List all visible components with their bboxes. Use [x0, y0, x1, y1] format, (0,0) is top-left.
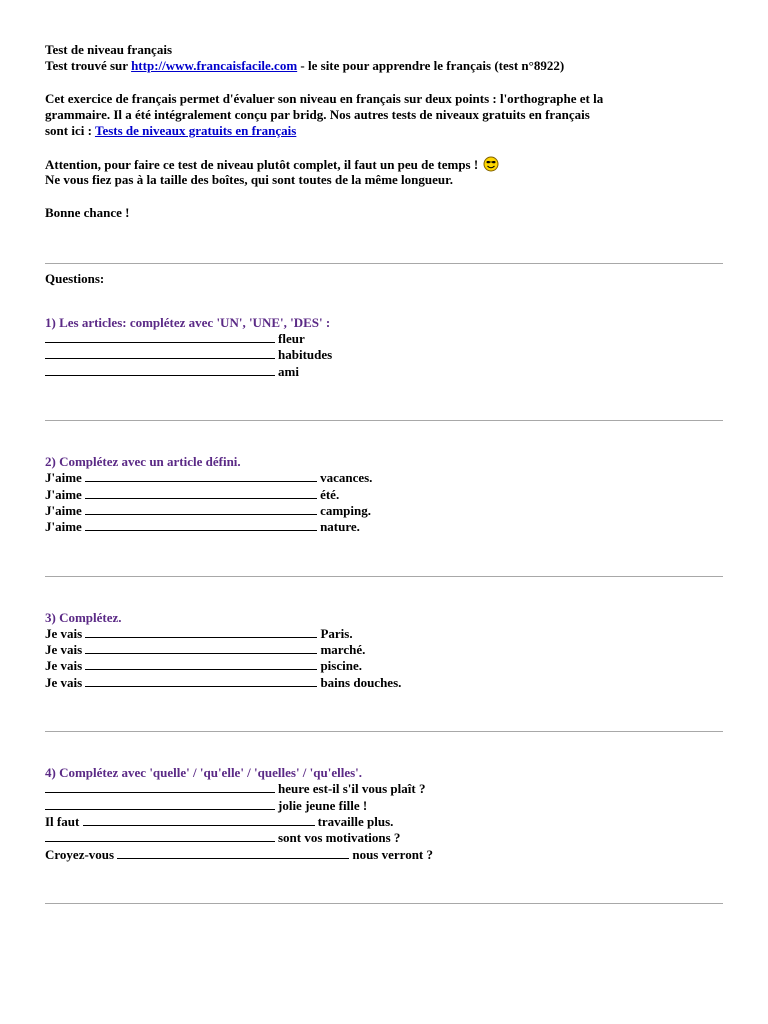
- intro-line-1: Cet exercice de français permet d'évaluer son niveau en français sur deux points : l'orthographe et la: [45, 90, 604, 106]
- answer-blank[interactable]: [45, 364, 275, 376]
- answer-blank[interactable]: [85, 470, 317, 482]
- question-item: [45, 847, 723, 863]
- item-suffix: vacances.: [320, 470, 373, 486]
- question-item: [45, 487, 723, 503]
- item-suffix: marché.: [320, 642, 366, 658]
- item-suffix: travaille plus.: [317, 813, 394, 829]
- answer-blank[interactable]: [45, 347, 275, 359]
- item-suffix: sont vos motivations ?: [278, 830, 401, 846]
- question-item: [45, 347, 723, 363]
- answer-blank[interactable]: [117, 847, 349, 859]
- source-line: [45, 58, 723, 74]
- item-suffix: jolie jeune fille !: [278, 797, 368, 813]
- intro-line-3-prefix: sont ici :: [45, 123, 92, 139]
- question-heading: 4) Complétez avec 'quelle' / 'qu'elle' / 'quelles' / 'qu'elles'.: [45, 765, 363, 781]
- question-item: [45, 781, 723, 797]
- questions-container: [45, 287, 723, 904]
- item-suffix: bains douches.: [320, 674, 402, 690]
- source-suffix: - le site pour apprendre le français (test n°8922): [300, 58, 565, 74]
- attention-line-2: Ne vous fiez pas à la taille des boîtes, qui sont toutes de la même longueur.: [45, 172, 453, 188]
- answer-blank[interactable]: [85, 642, 317, 654]
- item-suffix: habitudes: [278, 347, 333, 363]
- answer-blank[interactable]: [45, 830, 275, 842]
- item-suffix: piscine.: [320, 658, 362, 674]
- question-item: [45, 658, 723, 674]
- question-item: [45, 364, 723, 380]
- question-item: [45, 470, 723, 486]
- item-prefix: Je vais: [45, 625, 83, 641]
- item-prefix: J'aime: [45, 470, 82, 486]
- question-heading: 1) Les articles: complétez avec 'UN', 'UNE', 'DES' :: [45, 314, 331, 330]
- site-link[interactable]: http://www.francaisfacile.com: [131, 58, 298, 74]
- answer-blank[interactable]: [85, 487, 317, 499]
- item-prefix: Je vais: [45, 658, 83, 674]
- good-luck: Bonne chance !: [45, 204, 130, 220]
- question-heading: 2) Complétez avec un article défini.: [45, 454, 241, 470]
- item-suffix: été.: [320, 486, 340, 502]
- item-suffix: camping.: [320, 502, 371, 518]
- smiley-icon: [483, 156, 499, 176]
- answer-blank[interactable]: [85, 626, 317, 638]
- question-heading: 3) Complétez.: [45, 609, 122, 625]
- item-prefix: J'aime: [45, 486, 82, 502]
- separator: [45, 903, 723, 904]
- question-item: [45, 798, 723, 814]
- document-title: Test de niveau français: [45, 42, 172, 57]
- answer-blank[interactable]: [85, 658, 317, 670]
- question-item: [45, 503, 723, 519]
- item-prefix: Il faut: [45, 813, 80, 829]
- item-suffix: ami: [278, 363, 299, 379]
- source-prefix: Test trouvé sur: [45, 58, 128, 74]
- intro-line-3: [45, 123, 723, 139]
- tests-link[interactable]: Tests de niveaux gratuits en français: [94, 123, 297, 139]
- intro-line-2: grammaire. Il a été intégralement conçu par bridg. Nos autres tests de niveaux gratuits en français: [45, 107, 590, 123]
- question-item: [45, 675, 723, 691]
- question-item: [45, 519, 723, 535]
- answer-blank[interactable]: [83, 814, 315, 826]
- answer-blank[interactable]: [45, 781, 275, 793]
- answer-blank[interactable]: [45, 331, 275, 343]
- answer-blank[interactable]: [85, 519, 317, 531]
- item-prefix: J'aime: [45, 519, 82, 535]
- item-prefix: Je vais: [45, 642, 83, 658]
- answer-blank[interactable]: [85, 503, 317, 515]
- question-item: [45, 642, 723, 658]
- item-prefix: Croyez-vous: [45, 846, 115, 862]
- question-item: [45, 626, 723, 642]
- item-suffix: fleur: [278, 331, 305, 347]
- item-prefix: Je vais: [45, 674, 83, 690]
- item-suffix: Paris.: [320, 625, 353, 641]
- item-suffix: nous verront ?: [352, 846, 433, 862]
- answer-blank[interactable]: [85, 675, 317, 687]
- document-page: [45, 42, 723, 904]
- question-item: [45, 331, 723, 347]
- item-suffix: nature.: [320, 519, 360, 535]
- item-prefix: J'aime: [45, 502, 82, 518]
- question-item: [45, 814, 723, 830]
- question-item: [45, 830, 723, 846]
- answer-blank[interactable]: [45, 798, 275, 810]
- attention-line-1: Attention, pour faire ce test de niveau plutôt complet, il faut un peu de temps !: [45, 156, 723, 172]
- item-suffix: heure est-il s'il vous plaît ?: [278, 781, 426, 797]
- questions-label: Questions:: [45, 270, 105, 286]
